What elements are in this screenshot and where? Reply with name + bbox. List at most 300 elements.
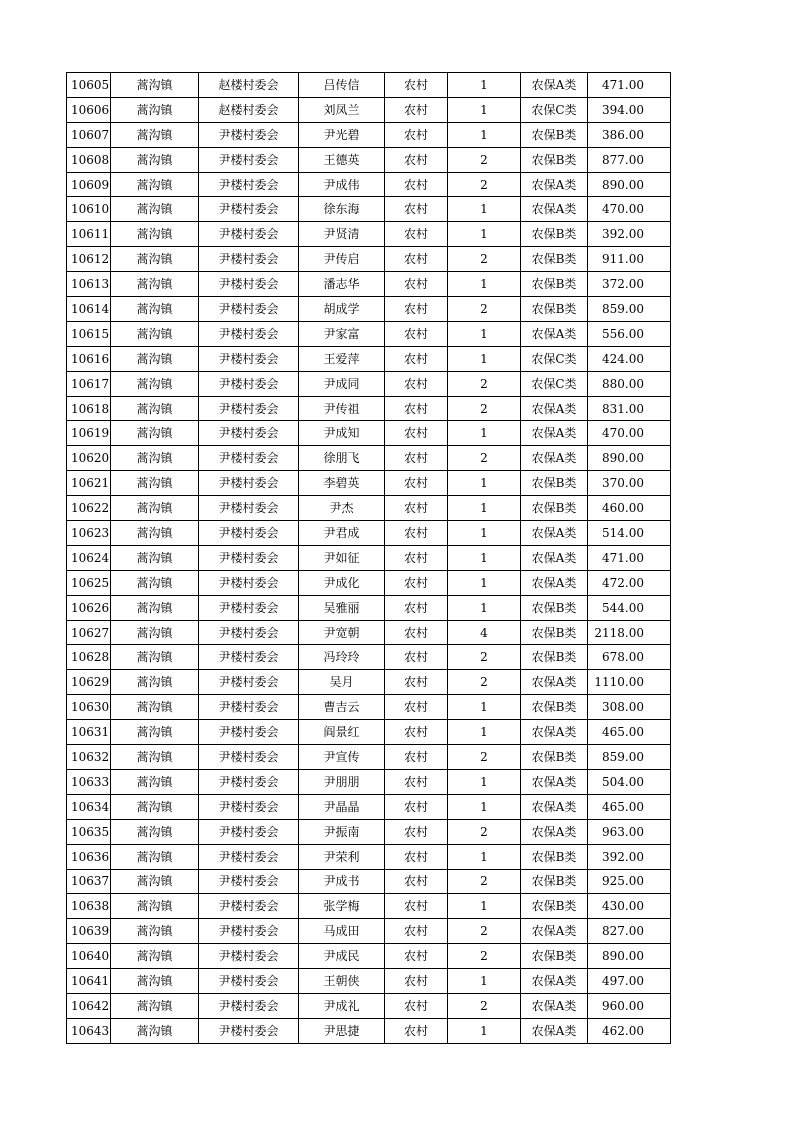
- cell-name: 尹传祖: [299, 396, 385, 421]
- cell-name: 尹荣利: [299, 844, 385, 869]
- cell-name: 尹成知: [299, 421, 385, 446]
- cell-town: 蒿沟镇: [111, 695, 199, 720]
- cell-id: 10621: [67, 471, 111, 496]
- cell-area-type: 农村: [385, 919, 448, 944]
- cell-household-count: 1: [448, 545, 521, 570]
- cell-amount: 465.00: [588, 720, 671, 745]
- cell-household-count: 2: [448, 247, 521, 272]
- cell-village: 尹楼村委会: [199, 769, 299, 794]
- cell-town: 蒿沟镇: [111, 969, 199, 994]
- table-row: [67, 944, 671, 969]
- cell-name: 张学梅: [299, 894, 385, 919]
- cell-amount: 472.00: [588, 570, 671, 595]
- cell-id: 10639: [67, 919, 111, 944]
- cell-village: 尹楼村委会: [199, 496, 299, 521]
- cell-amount: 470.00: [588, 421, 671, 446]
- cell-household-count: 1: [448, 720, 521, 745]
- cell-household-count: 2: [448, 172, 521, 197]
- cell-amount: 890.00: [588, 944, 671, 969]
- cell-area-type: 农村: [385, 670, 448, 695]
- cell-name: 尹宣传: [299, 745, 385, 770]
- cell-town: 蒿沟镇: [111, 446, 199, 471]
- cell-category: 农保A类: [521, 172, 588, 197]
- cell-area-type: 农村: [385, 745, 448, 770]
- cell-name: 尹朋朋: [299, 769, 385, 794]
- cell-household-count: 1: [448, 794, 521, 819]
- cell-id: 10610: [67, 197, 111, 222]
- cell-name: 潘志华: [299, 272, 385, 297]
- cell-name: 尹君成: [299, 521, 385, 546]
- cell-town: 蒿沟镇: [111, 521, 199, 546]
- cell-household-count: 1: [448, 521, 521, 546]
- cell-category: 农保B类: [521, 595, 588, 620]
- cell-id: 10605: [67, 73, 111, 98]
- cell-id: 10632: [67, 745, 111, 770]
- cell-category: 农保B类: [521, 496, 588, 521]
- cell-household-count: 1: [448, 894, 521, 919]
- cell-village: 尹楼村委会: [199, 272, 299, 297]
- table-row: [67, 73, 671, 98]
- cell-household-count: 2: [448, 297, 521, 322]
- cell-category: 农保A类: [521, 521, 588, 546]
- cell-village: 尹楼村委会: [199, 944, 299, 969]
- cell-household-count: 2: [448, 745, 521, 770]
- cell-area-type: 农村: [385, 197, 448, 222]
- cell-id: 10619: [67, 421, 111, 446]
- cell-area-type: 农村: [385, 471, 448, 496]
- cell-town: 蒿沟镇: [111, 421, 199, 446]
- cell-household-count: 1: [448, 496, 521, 521]
- cell-area-type: 农村: [385, 321, 448, 346]
- cell-name: 吴雅丽: [299, 595, 385, 620]
- cell-area-type: 农村: [385, 993, 448, 1018]
- cell-village: 尹楼村委会: [199, 521, 299, 546]
- cell-town: 蒿沟镇: [111, 620, 199, 645]
- cell-household-count: 4: [448, 620, 521, 645]
- cell-category: 农保A类: [521, 794, 588, 819]
- cell-area-type: 农村: [385, 73, 448, 98]
- cell-amount: 370.00: [588, 471, 671, 496]
- cell-area-type: 农村: [385, 147, 448, 172]
- cell-name: 尹成同: [299, 371, 385, 396]
- cell-village: 尹楼村委会: [199, 819, 299, 844]
- cell-town: 蒿沟镇: [111, 545, 199, 570]
- cell-name: 尹如征: [299, 545, 385, 570]
- cell-amount: 497.00: [588, 969, 671, 994]
- cell-category: 农保A类: [521, 670, 588, 695]
- cell-area-type: 农村: [385, 97, 448, 122]
- cell-amount: 544.00: [588, 595, 671, 620]
- cell-village: 尹楼村委会: [199, 545, 299, 570]
- cell-category: 农保B类: [521, 869, 588, 894]
- cell-id: 10636: [67, 844, 111, 869]
- cell-household-count: 2: [448, 396, 521, 421]
- cell-town: 蒿沟镇: [111, 73, 199, 98]
- cell-area-type: 农村: [385, 446, 448, 471]
- cell-household-count: 1: [448, 73, 521, 98]
- cell-area-type: 农村: [385, 247, 448, 272]
- cell-village: 尹楼村委会: [199, 570, 299, 595]
- cell-category: 农保A类: [521, 993, 588, 1018]
- cell-area-type: 农村: [385, 794, 448, 819]
- cell-id: 10627: [67, 620, 111, 645]
- cell-village: 尹楼村委会: [199, 122, 299, 147]
- cell-household-count: 2: [448, 944, 521, 969]
- cell-amount: 890.00: [588, 446, 671, 471]
- cell-household-count: 1: [448, 222, 521, 247]
- cell-category: 农保B类: [521, 147, 588, 172]
- cell-category: 农保A类: [521, 1018, 588, 1043]
- cell-category: 农保B类: [521, 645, 588, 670]
- cell-village: 尹楼村委会: [199, 421, 299, 446]
- cell-name: 尹振南: [299, 819, 385, 844]
- cell-village: 尹楼村委会: [199, 197, 299, 222]
- cell-name: 王朝侠: [299, 969, 385, 994]
- table-body: [67, 73, 671, 1044]
- cell-category: 农保B类: [521, 844, 588, 869]
- cell-village: 尹楼村委会: [199, 869, 299, 894]
- cell-name: 尹传启: [299, 247, 385, 272]
- cell-village: 尹楼村委会: [199, 1018, 299, 1043]
- cell-village: 尹楼村委会: [199, 620, 299, 645]
- cell-amount: 877.00: [588, 147, 671, 172]
- cell-name: 尹思捷: [299, 1018, 385, 1043]
- cell-id: 10625: [67, 570, 111, 595]
- table-row: [67, 720, 671, 745]
- cell-town: 蒿沟镇: [111, 247, 199, 272]
- cell-id: 10624: [67, 545, 111, 570]
- cell-id: 10635: [67, 819, 111, 844]
- cell-name: 阎景红: [299, 720, 385, 745]
- cell-village: 尹楼村委会: [199, 222, 299, 247]
- cell-name: 徐朋飞: [299, 446, 385, 471]
- cell-area-type: 农村: [385, 172, 448, 197]
- cell-id: 10614: [67, 297, 111, 322]
- cell-town: 蒿沟镇: [111, 944, 199, 969]
- cell-town: 蒿沟镇: [111, 97, 199, 122]
- cell-household-count: 1: [448, 570, 521, 595]
- cell-village: 尹楼村委会: [199, 969, 299, 994]
- cell-category: 农保A类: [521, 969, 588, 994]
- table-row: [67, 197, 671, 222]
- cell-name: 马成田: [299, 919, 385, 944]
- table-row: [67, 595, 671, 620]
- cell-area-type: 农村: [385, 969, 448, 994]
- cell-amount: 925.00: [588, 869, 671, 894]
- cell-name: 尹成礼: [299, 993, 385, 1018]
- cell-id: 10643: [67, 1018, 111, 1043]
- cell-town: 蒿沟镇: [111, 496, 199, 521]
- cell-town: 蒿沟镇: [111, 993, 199, 1018]
- table-row: [67, 844, 671, 869]
- cell-area-type: 农村: [385, 421, 448, 446]
- cell-village: 尹楼村委会: [199, 595, 299, 620]
- cell-household-count: 1: [448, 421, 521, 446]
- cell-area-type: 农村: [385, 944, 448, 969]
- cell-amount: 827.00: [588, 919, 671, 944]
- cell-category: 农保B类: [521, 122, 588, 147]
- cell-name: 尹宽朝: [299, 620, 385, 645]
- cell-household-count: 1: [448, 844, 521, 869]
- cell-id: 10638: [67, 894, 111, 919]
- cell-town: 蒿沟镇: [111, 645, 199, 670]
- cell-area-type: 农村: [385, 869, 448, 894]
- cell-village: 尹楼村委会: [199, 670, 299, 695]
- cell-id: 10640: [67, 944, 111, 969]
- table-row: [67, 172, 671, 197]
- cell-category: 农保C类: [521, 97, 588, 122]
- cell-household-count: 2: [448, 446, 521, 471]
- cell-amount: 831.00: [588, 396, 671, 421]
- cell-category: 农保A类: [521, 73, 588, 98]
- cell-id: 10611: [67, 222, 111, 247]
- cell-village: 尹楼村委会: [199, 645, 299, 670]
- cell-category: 农保B类: [521, 222, 588, 247]
- cell-name: 尹成书: [299, 869, 385, 894]
- table-row: [67, 247, 671, 272]
- cell-category: 农保B类: [521, 297, 588, 322]
- cell-category: 农保C类: [521, 371, 588, 396]
- cell-amount: 460.00: [588, 496, 671, 521]
- cell-town: 蒿沟镇: [111, 197, 199, 222]
- cell-town: 蒿沟镇: [111, 844, 199, 869]
- cell-area-type: 农村: [385, 545, 448, 570]
- cell-name: 吕传信: [299, 73, 385, 98]
- cell-town: 蒿沟镇: [111, 122, 199, 147]
- cell-amount: 504.00: [588, 769, 671, 794]
- cell-amount: 394.00: [588, 97, 671, 122]
- cell-id: 10623: [67, 521, 111, 546]
- cell-town: 蒿沟镇: [111, 570, 199, 595]
- cell-town: 蒿沟镇: [111, 346, 199, 371]
- cell-name: 尹家富: [299, 321, 385, 346]
- cell-name: 尹光碧: [299, 122, 385, 147]
- cell-area-type: 农村: [385, 396, 448, 421]
- cell-id: 10612: [67, 247, 111, 272]
- cell-area-type: 农村: [385, 645, 448, 670]
- cell-household-count: 1: [448, 346, 521, 371]
- cell-id: 10629: [67, 670, 111, 695]
- cell-household-count: 2: [448, 819, 521, 844]
- cell-category: 农保C类: [521, 346, 588, 371]
- table-row: [67, 147, 671, 172]
- cell-household-count: 2: [448, 147, 521, 172]
- cell-id: 10630: [67, 695, 111, 720]
- cell-household-count: 2: [448, 670, 521, 695]
- cell-id: 10620: [67, 446, 111, 471]
- cell-category: 农保B类: [521, 272, 588, 297]
- cell-name: 吴月: [299, 670, 385, 695]
- cell-town: 蒿沟镇: [111, 670, 199, 695]
- cell-id: 10641: [67, 969, 111, 994]
- cell-id: 10608: [67, 147, 111, 172]
- cell-household-count: 2: [448, 993, 521, 1018]
- cell-category: 农保B类: [521, 695, 588, 720]
- cell-town: 蒿沟镇: [111, 769, 199, 794]
- cell-area-type: 农村: [385, 894, 448, 919]
- cell-village: 尹楼村委会: [199, 446, 299, 471]
- table-row: [67, 620, 671, 645]
- cell-household-count: 1: [448, 197, 521, 222]
- cell-area-type: 农村: [385, 620, 448, 645]
- cell-name: 胡成学: [299, 297, 385, 322]
- cell-amount: 430.00: [588, 894, 671, 919]
- table-row: [67, 297, 671, 322]
- cell-category: 农保B类: [521, 745, 588, 770]
- data-table: [66, 72, 671, 1044]
- cell-category: 农保A类: [521, 570, 588, 595]
- cell-id: 10626: [67, 595, 111, 620]
- cell-id: 10607: [67, 122, 111, 147]
- cell-id: 10615: [67, 321, 111, 346]
- cell-amount: 424.00: [588, 346, 671, 371]
- cell-id: 10613: [67, 272, 111, 297]
- cell-village: 尹楼村委会: [199, 844, 299, 869]
- cell-village: 赵楼村委会: [199, 97, 299, 122]
- cell-area-type: 农村: [385, 595, 448, 620]
- cell-town: 蒿沟镇: [111, 720, 199, 745]
- cell-town: 蒿沟镇: [111, 272, 199, 297]
- cell-town: 蒿沟镇: [111, 1018, 199, 1043]
- cell-area-type: 农村: [385, 346, 448, 371]
- table-row: [67, 919, 671, 944]
- cell-category: 农保A类: [521, 919, 588, 944]
- cell-amount: 556.00: [588, 321, 671, 346]
- cell-area-type: 农村: [385, 695, 448, 720]
- table-row: [67, 321, 671, 346]
- table-row: [67, 745, 671, 770]
- table-row: [67, 869, 671, 894]
- cell-name: 王德英: [299, 147, 385, 172]
- cell-town: 蒿沟镇: [111, 595, 199, 620]
- table-row: [67, 371, 671, 396]
- cell-category: 农保A类: [521, 446, 588, 471]
- cell-town: 蒿沟镇: [111, 745, 199, 770]
- cell-category: 农保B类: [521, 620, 588, 645]
- table-row: [67, 471, 671, 496]
- cell-household-count: 1: [448, 595, 521, 620]
- cell-category: 农保A类: [521, 769, 588, 794]
- document-page: [66, 72, 671, 1044]
- cell-village: 尹楼村委会: [199, 371, 299, 396]
- cell-village: 尹楼村委会: [199, 247, 299, 272]
- cell-category: 农保B类: [521, 944, 588, 969]
- cell-amount: 963.00: [588, 819, 671, 844]
- cell-category: 农保A类: [521, 819, 588, 844]
- cell-town: 蒿沟镇: [111, 794, 199, 819]
- table-row: [67, 521, 671, 546]
- cell-household-count: 1: [448, 1018, 521, 1043]
- cell-town: 蒿沟镇: [111, 371, 199, 396]
- cell-name: 尹成化: [299, 570, 385, 595]
- cell-id: 10606: [67, 97, 111, 122]
- table-row: [67, 819, 671, 844]
- cell-amount: 911.00: [588, 247, 671, 272]
- cell-amount: 470.00: [588, 197, 671, 222]
- cell-id: 10609: [67, 172, 111, 197]
- cell-name: 尹成伟: [299, 172, 385, 197]
- cell-amount: 514.00: [588, 521, 671, 546]
- cell-amount: 960.00: [588, 993, 671, 1018]
- cell-name: 李碧英: [299, 471, 385, 496]
- cell-village: 尹楼村委会: [199, 720, 299, 745]
- table-row: [67, 894, 671, 919]
- table-row: [67, 545, 671, 570]
- cell-area-type: 农村: [385, 371, 448, 396]
- cell-amount: 880.00: [588, 371, 671, 396]
- cell-village: 赵楼村委会: [199, 73, 299, 98]
- cell-village: 尹楼村委会: [199, 794, 299, 819]
- cell-name: 尹晶晶: [299, 794, 385, 819]
- cell-id: 10637: [67, 869, 111, 894]
- cell-category: 农保B类: [521, 471, 588, 496]
- cell-id: 10616: [67, 346, 111, 371]
- cell-household-count: 1: [448, 122, 521, 147]
- cell-amount: 678.00: [588, 645, 671, 670]
- cell-id: 10617: [67, 371, 111, 396]
- cell-town: 蒿沟镇: [111, 819, 199, 844]
- table-row: [67, 645, 671, 670]
- cell-amount: 386.00: [588, 122, 671, 147]
- cell-amount: 859.00: [588, 745, 671, 770]
- table-row: [67, 222, 671, 247]
- cell-id: 10618: [67, 396, 111, 421]
- cell-household-count: 2: [448, 645, 521, 670]
- cell-household-count: 1: [448, 695, 521, 720]
- cell-category: 农保A类: [521, 720, 588, 745]
- cell-area-type: 农村: [385, 1018, 448, 1043]
- cell-town: 蒿沟镇: [111, 471, 199, 496]
- cell-area-type: 农村: [385, 844, 448, 869]
- cell-name: 尹贤清: [299, 222, 385, 247]
- cell-town: 蒿沟镇: [111, 222, 199, 247]
- cell-area-type: 农村: [385, 297, 448, 322]
- cell-village: 尹楼村委会: [199, 471, 299, 496]
- cell-village: 尹楼村委会: [199, 321, 299, 346]
- table-row: [67, 421, 671, 446]
- cell-town: 蒿沟镇: [111, 172, 199, 197]
- cell-amount: 392.00: [588, 844, 671, 869]
- cell-amount: 2118.00: [588, 620, 671, 645]
- table-row: [67, 446, 671, 471]
- cell-amount: 308.00: [588, 695, 671, 720]
- cell-village: 尹楼村委会: [199, 993, 299, 1018]
- cell-village: 尹楼村委会: [199, 894, 299, 919]
- table-row: [67, 272, 671, 297]
- cell-category: 农保B类: [521, 894, 588, 919]
- table-row: [67, 122, 671, 147]
- cell-area-type: 农村: [385, 521, 448, 546]
- cell-amount: 462.00: [588, 1018, 671, 1043]
- table-row: [67, 695, 671, 720]
- cell-category: 农保B类: [521, 247, 588, 272]
- cell-area-type: 农村: [385, 272, 448, 297]
- cell-name: 王爱萍: [299, 346, 385, 371]
- cell-area-type: 农村: [385, 122, 448, 147]
- cell-household-count: 1: [448, 769, 521, 794]
- table-row: [67, 993, 671, 1018]
- cell-category: 农保A类: [521, 396, 588, 421]
- cell-amount: 1110.00: [588, 670, 671, 695]
- cell-household-count: 2: [448, 869, 521, 894]
- cell-household-count: 1: [448, 969, 521, 994]
- cell-amount: 471.00: [588, 73, 671, 98]
- cell-town: 蒿沟镇: [111, 297, 199, 322]
- cell-area-type: 农村: [385, 570, 448, 595]
- cell-name: 徐东海: [299, 197, 385, 222]
- cell-id: 10642: [67, 993, 111, 1018]
- cell-area-type: 农村: [385, 819, 448, 844]
